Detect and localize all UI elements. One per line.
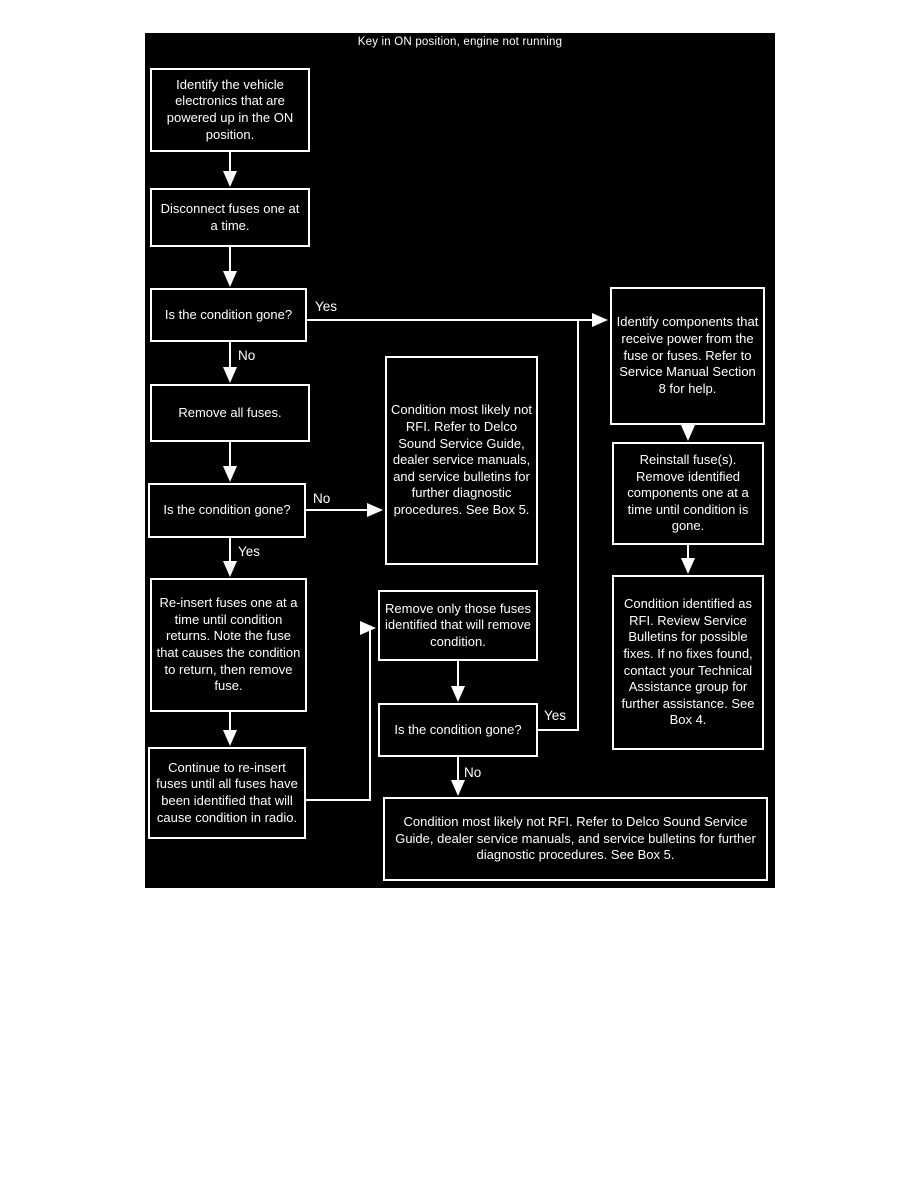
flow-node-identify-electronics: Identify the vehicle electronics that are powered up in the ON position.	[150, 68, 310, 152]
flow-node-condition-gone-2: Is the condition gone?	[148, 483, 306, 538]
edge-label-condition2-yes: Yes	[238, 544, 261, 559]
connector-condition3-yes-up	[538, 321, 578, 730]
flow-node-condition-rfi: Condition identified as RFI. Review Service Bulletins for possible fixes. If no fixes found, contact your Technical Assistance group for further assistance. See Box 4.	[612, 575, 764, 750]
flow-node-condition-gone-3: Is the condition gone?	[378, 703, 538, 757]
connector-continue-to-removeonly	[306, 628, 372, 800]
flowchart-title: Key in ON position, engine not running	[357, 36, 563, 48]
edge-label-condition2-no: No	[313, 491, 331, 506]
flow-node-remove-only-fuses: Remove only those fuses identified that will remove condition.	[378, 590, 538, 661]
flow-node-remove-all-fuses: Remove all fuses.	[150, 384, 310, 442]
edge-label-condition3-no: No	[464, 765, 482, 780]
edge-label-condition1-yes: Yes	[315, 299, 338, 314]
flow-node-reinsert-fuses: Re-insert fuses one at a time until condition returns. Note the fuse that causes the condition to return, then remove fuse.	[150, 578, 307, 712]
edge-label-condition3-yes: Yes	[544, 708, 567, 723]
flow-node-not-rfi-box5: Condition most likely not RFI. Refer to Delco Sound Service Guide, dealer service manuals, and service bulletins for further diagnostic procedures. See Box 5.	[385, 356, 538, 565]
flow-node-not-rfi-bottom: Condition most likely not RFI. Refer to Delco Sound Service Guide, dealer service manuals, and service bulletins for further diagnostic procedures. See Box 5.	[383, 797, 768, 881]
flow-node-continue-reinsert: Continue to re-insert fuses until all fuses have been identified that will cause condition in radio.	[148, 747, 306, 839]
flowchart-canvas	[145, 33, 775, 888]
flow-node-condition-gone-1: Is the condition gone?	[150, 288, 307, 342]
edge-label-condition1-no: No	[238, 348, 256, 363]
flow-node-reinstall-fuses: Reinstall fuse(s). Remove identified components one at a time until condition is gone.	[612, 442, 764, 545]
flow-node-disconnect-fuses: Disconnect fuses one at a time.	[150, 188, 310, 247]
flow-node-identify-components: Identify components that receive power from the fuse or fuses. Refer to Service Manual Section 8 for help.	[610, 287, 765, 425]
